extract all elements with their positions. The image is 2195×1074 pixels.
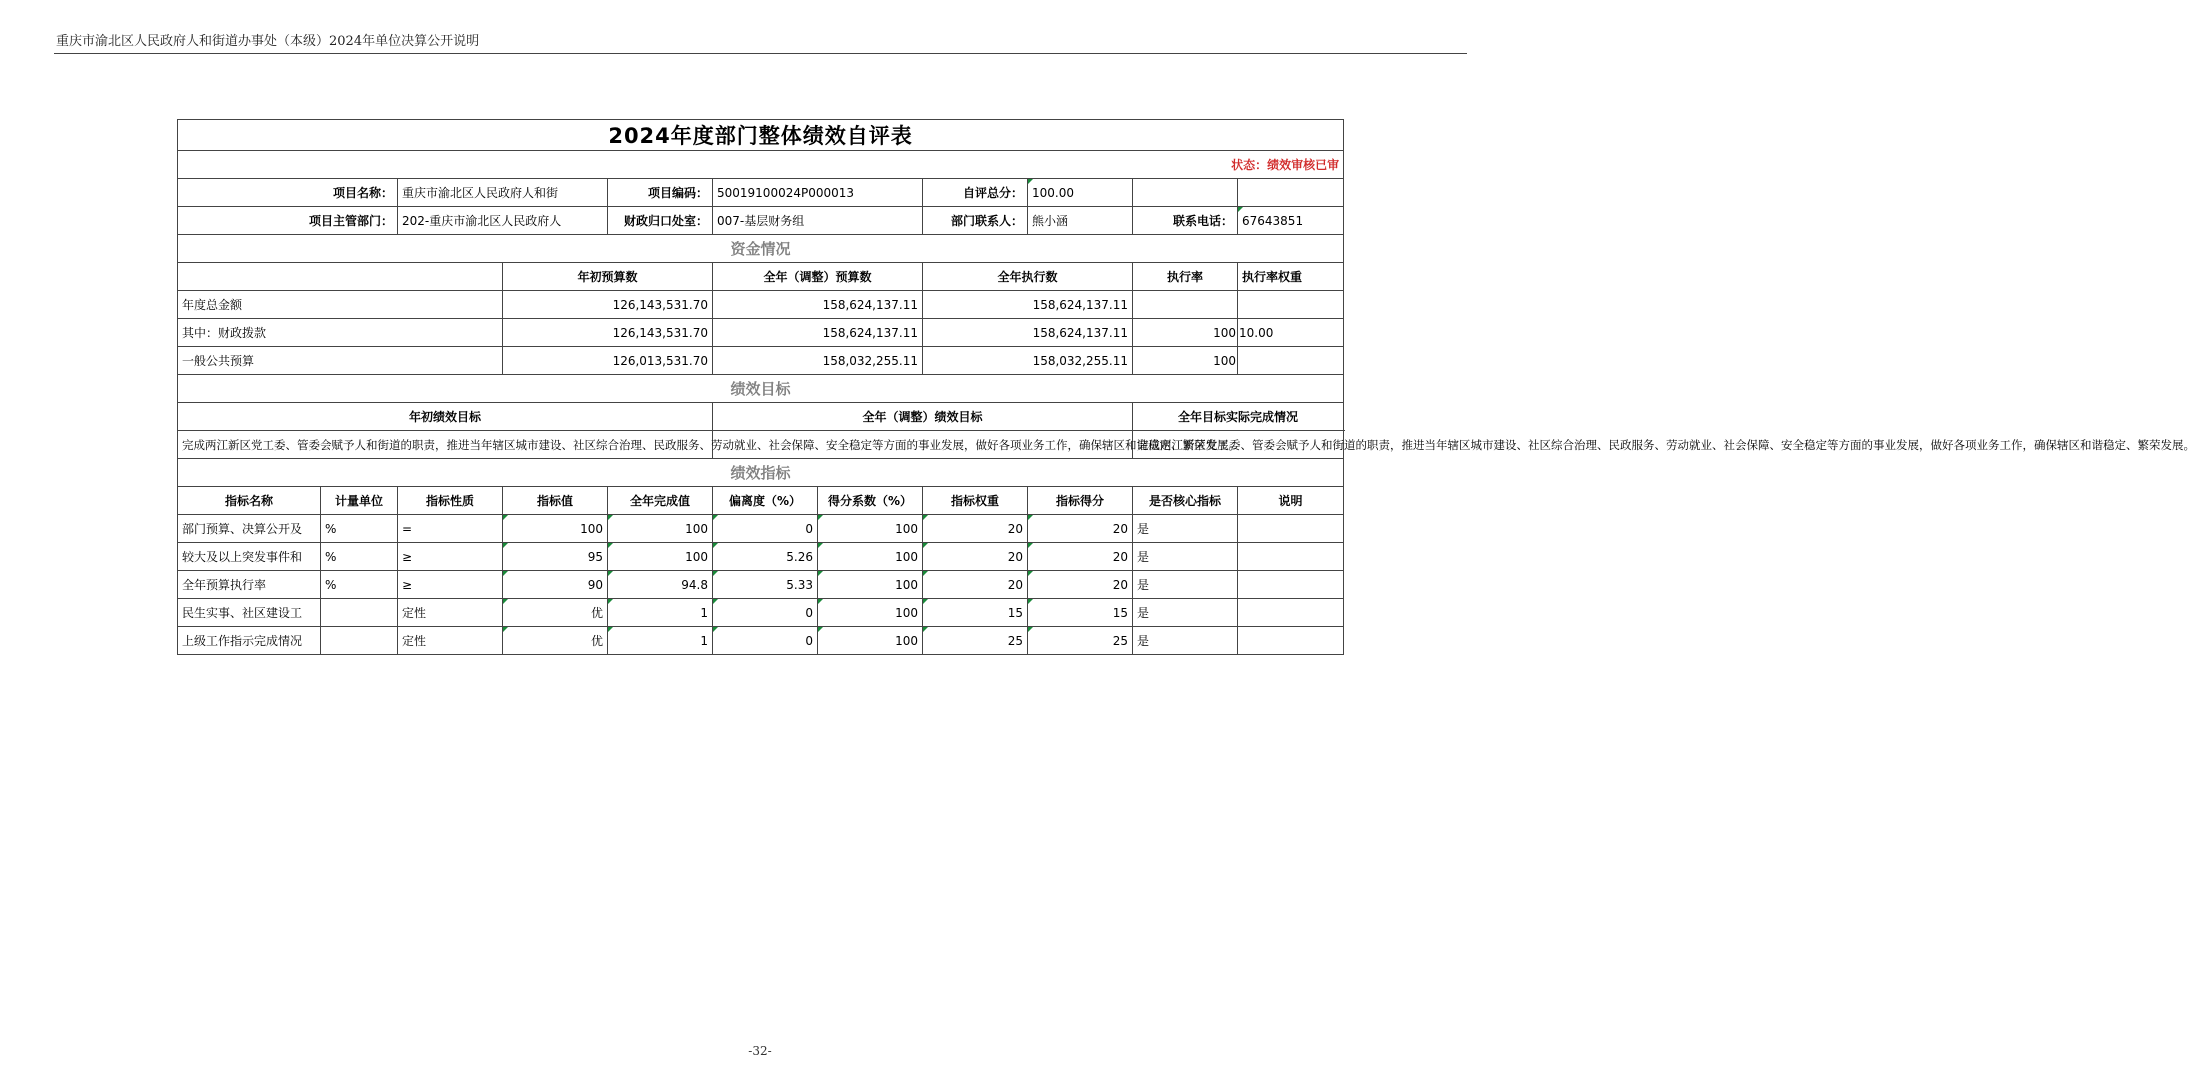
ind-header-done: 全年完成值 xyxy=(608,487,713,515)
ind-note xyxy=(1238,599,1344,627)
funds-row-weight: 10.00 xyxy=(1238,319,1344,347)
goals-content-row xyxy=(178,431,1344,459)
indicators-section-title: 绩效指标 xyxy=(178,459,1344,487)
ind-deviation: 0 xyxy=(713,515,818,543)
ind-done: 1 xyxy=(608,599,713,627)
phone-label: 联系电话： xyxy=(1133,207,1238,235)
ind-name: 较大及以上突发事件和 xyxy=(178,543,321,571)
ind-header-score: 指标得分 xyxy=(1028,487,1133,515)
ind-note xyxy=(1238,543,1344,571)
dept-value: 202-重庆市渝北区人民政府人 xyxy=(398,207,608,235)
funds-row-rate: 100 xyxy=(1133,319,1238,347)
funds-header-executed: 全年执行数 xyxy=(923,263,1133,291)
indicator-row xyxy=(178,599,1344,627)
project-code-value: 50019100024P000013 xyxy=(713,179,923,207)
goals-header-adjusted: 全年（调整）绩效目标 xyxy=(713,403,1133,431)
ind-core: 是 xyxy=(1133,515,1238,543)
empty-cell xyxy=(1238,179,1344,207)
funds-row-initial: 126,143,531.70 xyxy=(503,291,713,319)
ind-unit: % xyxy=(321,571,398,599)
ind-core: 是 xyxy=(1133,543,1238,571)
ind-weight: 20 xyxy=(923,515,1028,543)
goals-header-row xyxy=(178,403,1344,431)
funds-row-initial: 126,013,531.70 xyxy=(503,347,713,375)
ind-header-unit: 计量单位 xyxy=(321,487,398,515)
ind-header-weight: 指标权重 xyxy=(923,487,1028,515)
info-row-project xyxy=(178,179,1344,207)
ind-target: 90 xyxy=(503,571,608,599)
indicator-row xyxy=(178,627,1344,655)
indicator-row xyxy=(178,515,1344,543)
ind-unit xyxy=(321,627,398,655)
page-number: -32- xyxy=(748,1044,772,1058)
funds-header-blank xyxy=(178,263,503,291)
ind-core: 是 xyxy=(1133,571,1238,599)
page-header: 重庆市渝北区人民政府人和街道办事处（本级）2024年单位决算公开说明 xyxy=(56,34,480,49)
ind-deviation: 5.26 xyxy=(713,543,818,571)
ind-target: 95 xyxy=(503,543,608,571)
ind-nature: ≥ xyxy=(398,571,503,599)
funds-row-weight xyxy=(1238,291,1344,319)
funds-row-adjusted: 158,624,137.11 xyxy=(713,291,923,319)
funds-row-initial: 126,143,531.70 xyxy=(503,319,713,347)
funds-row-rate xyxy=(1133,291,1238,319)
ind-name: 民生实事、社区建设工 xyxy=(178,599,321,627)
status-badge: 状态：绩效审核已审 xyxy=(178,151,1344,179)
ind-unit: % xyxy=(321,543,398,571)
ind-unit xyxy=(321,599,398,627)
dept-label: 项目主管部门： xyxy=(178,207,398,235)
ind-coef: 100 xyxy=(818,627,923,655)
indicator-row xyxy=(178,571,1344,599)
ind-header-note: 说明 xyxy=(1238,487,1344,515)
total-score-label: 自评总分： xyxy=(923,179,1028,207)
header-divider xyxy=(54,53,1467,54)
ind-name: 上级工作指示完成情况 xyxy=(178,627,321,655)
ind-name: 全年预算执行率 xyxy=(178,571,321,599)
ind-core: 是 xyxy=(1133,627,1238,655)
ind-header-coef: 得分系数（%） xyxy=(818,487,923,515)
funds-row-executed: 158,624,137.11 xyxy=(923,319,1133,347)
ind-deviation: 0 xyxy=(713,627,818,655)
project-code-label: 项目编码： xyxy=(608,179,713,207)
funds-row xyxy=(178,319,1344,347)
ind-header-deviation: 偏离度（%） xyxy=(713,487,818,515)
ind-target: 100 xyxy=(503,515,608,543)
goals-header-initial: 年初绩效目标 xyxy=(178,403,713,431)
ind-deviation: 0 xyxy=(713,599,818,627)
total-score-value: 100.00 xyxy=(1028,179,1133,207)
project-name-label: 项目名称： xyxy=(178,179,398,207)
ind-name: 部门预算、决算公开及 xyxy=(178,515,321,543)
ind-header-name: 指标名称 xyxy=(178,487,321,515)
funds-section-title: 资金情况 xyxy=(178,235,1344,263)
ind-header-nature: 指标性质 xyxy=(398,487,503,515)
contact-value: 熊小涵 xyxy=(1028,207,1133,235)
funds-row-executed: 158,624,137.11 xyxy=(923,291,1133,319)
goal-actual-text: 完成两江新区党工委、管委会赋予人和街道的职责，推进当年辖区城市建设、社区综合治理、民政服务、劳动就业、社会保障、安全稳定等方面的事业发展，做好各项业务工作，确保辖区和谐稳定、繁荣发展。 xyxy=(1133,431,1344,459)
ind-coef: 100 xyxy=(818,515,923,543)
funds-header-rate: 执行率 xyxy=(1133,263,1238,291)
ind-score: 20 xyxy=(1028,543,1133,571)
funds-row-rate: 100 xyxy=(1133,347,1238,375)
ind-weight: 25 xyxy=(923,627,1028,655)
ind-header-core: 是否核心指标 xyxy=(1133,487,1238,515)
ind-score: 25 xyxy=(1028,627,1133,655)
ind-weight: 20 xyxy=(923,543,1028,571)
info-row-dept xyxy=(178,207,1344,235)
funds-row-adjusted: 158,624,137.11 xyxy=(713,319,923,347)
goals-section-title: 绩效目标 xyxy=(178,375,1344,403)
ind-coef: 100 xyxy=(818,571,923,599)
ind-unit: % xyxy=(321,515,398,543)
funds-row-adjusted: 158,032,255.11 xyxy=(713,347,923,375)
ind-target: 优 xyxy=(503,627,608,655)
funds-row-name: 年度总金额 xyxy=(178,291,503,319)
ind-coef: 100 xyxy=(818,599,923,627)
funds-header-adjusted: 全年（调整）预算数 xyxy=(713,263,923,291)
funds-header-weight: 执行率权重 xyxy=(1238,263,1344,291)
ind-nature: 定性 xyxy=(398,599,503,627)
ind-note xyxy=(1238,571,1344,599)
funds-row-executed: 158,032,255.11 xyxy=(923,347,1133,375)
funds-row xyxy=(178,347,1344,375)
finance-office-label: 财政归口处室： xyxy=(608,207,713,235)
form-title: 2024年度部门整体绩效自评表 xyxy=(178,120,1344,151)
ind-nature: ≥ xyxy=(398,543,503,571)
ind-note xyxy=(1238,627,1344,655)
indicators-header-row xyxy=(178,487,1344,515)
ind-score: 15 xyxy=(1028,599,1133,627)
ind-weight: 15 xyxy=(923,599,1028,627)
contact-label: 部门联系人： xyxy=(923,207,1028,235)
ind-note xyxy=(1238,515,1344,543)
performance-evaluation-table xyxy=(177,119,2195,655)
goals-header-actual: 全年目标实际完成情况 xyxy=(1133,403,1344,431)
ind-deviation: 5.33 xyxy=(713,571,818,599)
funds-row-name: 一般公共预算 xyxy=(178,347,503,375)
empty-cell xyxy=(1133,179,1238,207)
ind-header-target: 指标值 xyxy=(503,487,608,515)
funds-header-initial: 年初预算数 xyxy=(503,263,713,291)
funds-row-weight xyxy=(1238,347,1344,375)
ind-done: 100 xyxy=(608,543,713,571)
finance-office-value: 007-基层财务组 xyxy=(713,207,923,235)
ind-score: 20 xyxy=(1028,515,1133,543)
ind-score: 20 xyxy=(1028,571,1133,599)
ind-nature: 定性 xyxy=(398,627,503,655)
ind-done: 1 xyxy=(608,627,713,655)
ind-coef: 100 xyxy=(818,543,923,571)
ind-target: 优 xyxy=(503,599,608,627)
goal-initial-text: 完成两江新区党工委、管委会赋予人和街道的职责，推进当年辖区城市建设、社区综合治理、民政服务、劳动就业、社会保障、安全稳定等方面的事业发展，做好各项业务工作，确保辖区和谐稳定、繁荣发展。 xyxy=(178,431,713,459)
phone-value: 67643851 xyxy=(1238,207,1344,235)
funds-header-row xyxy=(178,263,1344,291)
ind-weight: 20 xyxy=(923,571,1028,599)
ind-done: 100 xyxy=(608,515,713,543)
indicator-row xyxy=(178,543,1344,571)
ind-nature: = xyxy=(398,515,503,543)
ind-done: 94.8 xyxy=(608,571,713,599)
ind-core: 是 xyxy=(1133,599,1238,627)
funds-row-name: 其中：财政拨款 xyxy=(178,319,503,347)
project-name-value: 重庆市渝北区人民政府人和街 xyxy=(398,179,608,207)
funds-row xyxy=(178,291,1344,319)
